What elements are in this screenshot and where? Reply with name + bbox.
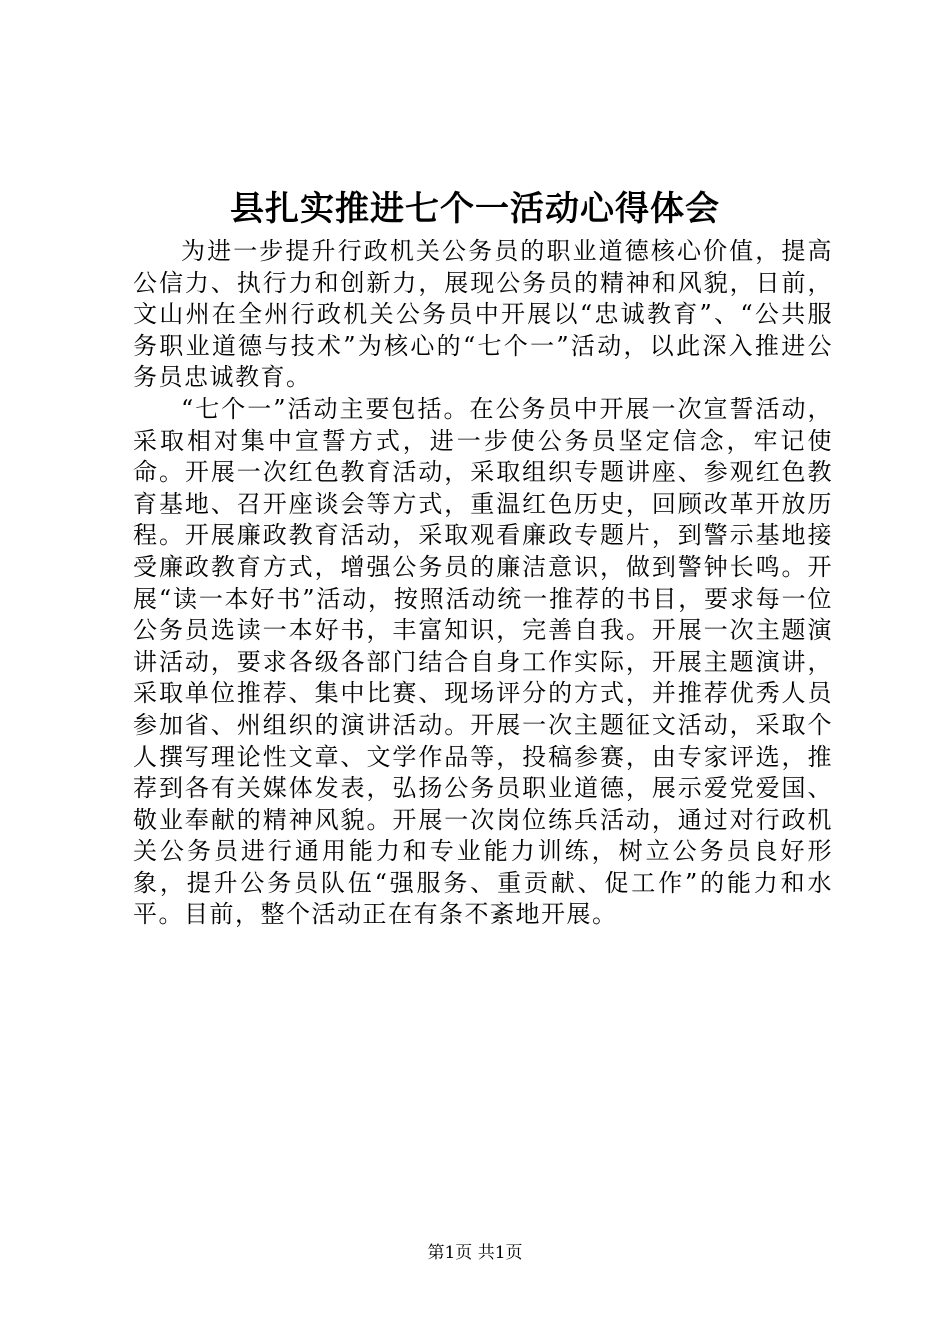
page-number-footer: 第1页 共1页 xyxy=(427,1243,523,1263)
document-title: 县扎实推进七个一活动心得体会 xyxy=(230,189,720,229)
document-body xyxy=(133,236,833,931)
paragraph-intro: 为进一步提升行政机关公务员的职业道德核心价值，提高公信力、执行力和创新力，展现公务员的精神和风貌，日前，文山州在全州行政机关公务员中开展以“忠诚教育”、“公共服务职业道德与技术”为核心的“七个一”活动，以此深入推进公务员忠诚教育。 xyxy=(133,237,833,392)
paragraph-activities: “七个一”活动主要包括。在公务员中开展一次宣誓活动，采取相对集中宣誓方式，进一步使公务员坚定信念，牢记使命。开展一次红色教育活动，采取组织专题讲座、参观红色教育基地、召开座谈会等方式，重温红色历史，回顾改革开放历程。开展廉政教育活动，采取观看廉政专题片，到警示基地接受廉政教育方式，增强公务员的廉洁意识，做到警钟长鸣。开展“读一本好书”活动，按照活动统一推荐的书目，要求每一位公务员选读一本好书，丰富知识，完善自我。开展一次主题演讲活动，要求各级各部门结合自身工作实际，开展主题演讲，采取单位推荐、集中比赛、现场评分的方式，并推荐优秀人员参加省、州组织的演讲活动。开展一次主题征文活动，采取个人撰写理论性文章、文学作品等，投稿参赛，由专家评选，推荐到各有关媒体发表，弘扬公务员职业道德，展示爱党爱国、敬业奉献的精神风貌。开展一次岗位练兵活动，通过对行政机关公务员进行通用能力和专业能力训练，树立公务员良好形象，提升公务员队伍“强服务、重贡献、促工作”的能力和水平。目前，整个活动正在有条不紊地开展。 xyxy=(133,394,833,929)
